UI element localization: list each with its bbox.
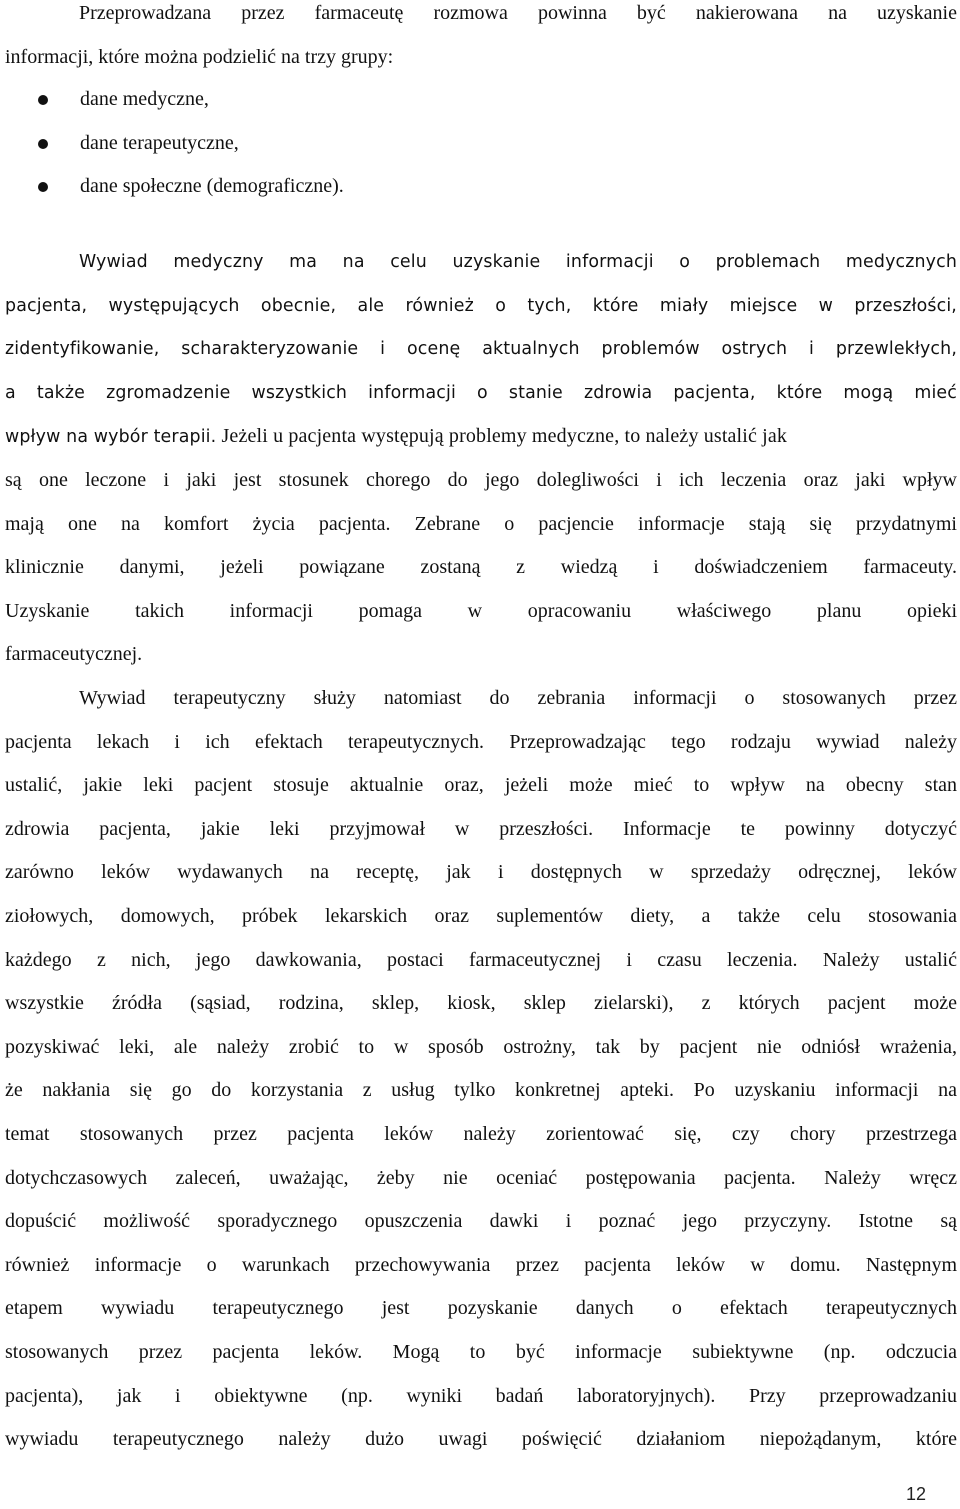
- text-line: Wywiad medyczny ma na celu uzyskanie informacji o problemach medycznych: [79, 252, 957, 272]
- text-line: Przeprowadzana przez farmaceutę rozmowa powinna być nakierowana na uzyskanie: [79, 2, 957, 24]
- text-line: wywiadu terapeutycznego należy dużo uwagi poświęcić działaniom niepożądanym, które: [5, 1428, 957, 1451]
- text-line: etapem wywiadu terapeutycznego jest pozyskanie danych o efektach terapeutycznych: [5, 1297, 957, 1320]
- text-line: klinicznie danymi, jeżeli powiązane zostaną z wiedzą i doświadczeniem farmaceuty.: [5, 556, 957, 579]
- bullet-icon: [38, 139, 48, 149]
- bullet-icon: [38, 182, 48, 192]
- text-line: a także zgromadzenie wszystkich informacji o stanie zdrowia pacjenta, które mogą mieć: [5, 382, 957, 403]
- text-line: każdego z nich, jego dawkowania, postaci farmaceutycznej i czasu leczenia. Należy ustalić: [5, 948, 957, 971]
- text-line: ustalić, jakie leki pacjent stosuje aktualnie oraz, jeżeli może mieć to wpływ na obecny stan: [5, 774, 957, 797]
- text-line: [5, 415, 957, 459]
- intro-paragraph: [5, 0, 957, 79]
- list-item: dane terapeutyczne,: [0, 122, 344, 166]
- text-line: zdrowia pacjenta, jakie leki przyjmował w przeszłości. Informacje te powinny dotyczyć: [5, 817, 957, 840]
- text-line: dotychczasowych zaleceń, uważając, żeby nie oceniać postępowania pacjenta. Należy wręcz: [5, 1166, 957, 1189]
- text-line: informacji, które można podzielić na trzy grupy:: [5, 45, 394, 68]
- text-run: wpływ na wybór terapii.: [5, 427, 217, 448]
- text-line: temat stosowanych przez pacjenta leków należy zorientować się, czy chory przestrzega: [5, 1122, 957, 1145]
- text-line: ziołowych, domowych, próbek lekarskich oraz suplementów diety, a także celu stosowania: [5, 904, 957, 927]
- page-number: 12: [905, 1484, 926, 1504]
- text-line: pacjenta, występujących obecnie, ale również o tych, które miały miejsce w przeszłości,: [5, 295, 957, 316]
- medical-interview-paragraph: [5, 241, 957, 459]
- text-line: że nakłania się go do korzystania z usług tylko konkretnej apteki. Po uzyskaniu informacji na: [5, 1079, 957, 1102]
- text-line: pacjenta), jak i obiektywne (np. wyniki badań laboratoryjnych). Przy przeprowadzaniu: [5, 1384, 957, 1407]
- list-item: dane medyczne,: [0, 78, 344, 122]
- text-line: pozyskiwać leki, ale należy zrobić to w sposób ostrożny, tak by pacjent nie odniósł wrażenia,: [5, 1035, 957, 1058]
- text-run: Jeżeli u pacjenta występują problemy medyczne, to należy ustalić jak: [216, 425, 788, 448]
- text-line: farmaceutycznej.: [5, 643, 143, 666]
- data-groups-list: [0, 78, 344, 209]
- bullet-icon: [38, 95, 48, 105]
- text-line: również informacje o warunkach przechowywania przez pacjenta leków w domu. Następnym: [5, 1253, 957, 1276]
- text-line: stosowanych przez pacjenta leków. Mogą to być informacje subiektywne (np. odczucia: [5, 1340, 957, 1363]
- therapeutic-interview-paragraph: [5, 677, 957, 1462]
- text-line: Wywiad terapeutyczny służy natomiast do zebrania informacji o stosowanych przez: [79, 687, 957, 709]
- text-line: wszystkie źródła (sąsiad, rodzina, sklep, kiosk, sklep zielarski), z których pacjent może: [5, 992, 957, 1015]
- text-line: są one leczone i jaki jest stosunek chorego do jego dolegliwości i ich leczenia oraz jaki wpływ: [5, 469, 957, 491]
- text-line: mają one na komfort życia pacjenta. Zebrane o pacjencie informacje stają się przydatnymi: [5, 512, 957, 535]
- text-line: pacjenta lekach i ich efektach terapeutycznych. Przeprowadzając tego rodzaju wywiad należy: [5, 730, 957, 753]
- medical-interview-continuation: [5, 459, 957, 677]
- text-line: zidentyfikowanie, scharakteryzowanie i ocenę aktualnych problemów ostrych i przewlekłych,: [5, 339, 957, 360]
- text-line: Uzyskanie takich informacji pomaga w opracowaniu właściwego planu opieki: [5, 599, 957, 622]
- list-item: dane społeczne (demograficzne).: [0, 165, 344, 209]
- text-line: dopuścić możliwość sporadycznego opuszczenia dawki i poznać jego przyczyny. Istotne są: [5, 1210, 957, 1233]
- text-line: zarówno leków wydawanych na receptę, jak i dostępnych w sprzedaży odręcznej, leków: [5, 861, 957, 884]
